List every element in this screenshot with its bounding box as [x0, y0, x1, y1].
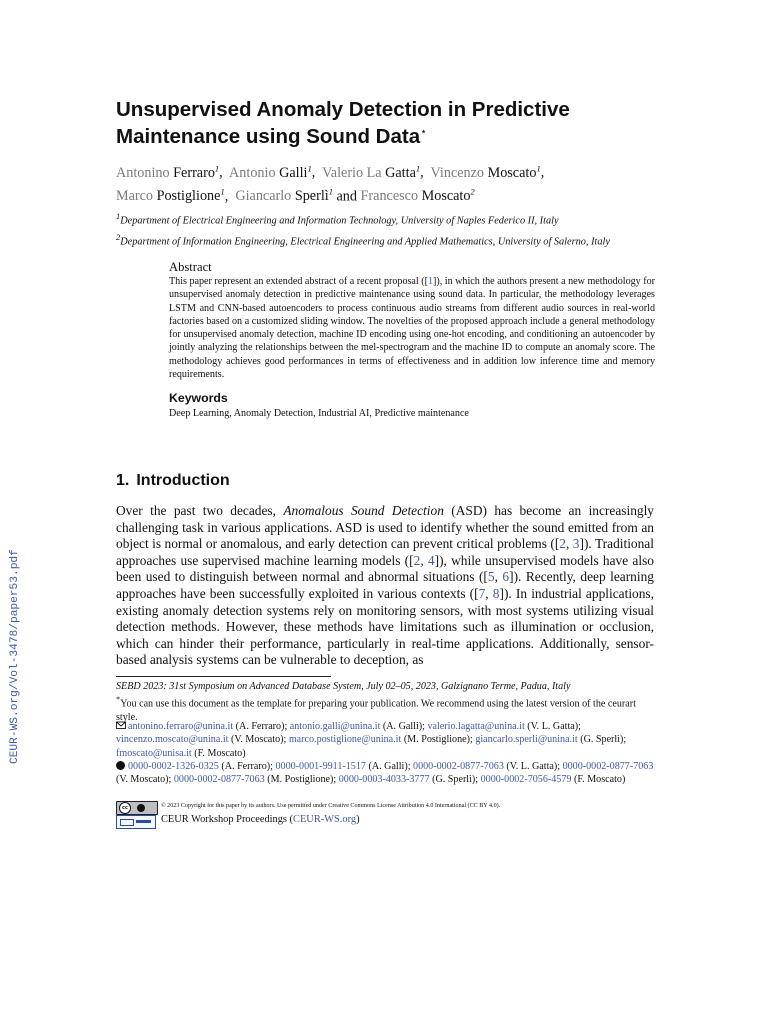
citation-link[interactable]: 8: [492, 585, 500, 601]
section-number: 1.: [116, 472, 130, 489]
ceur-proceedings: CEUR Workshop Proceedings (CEUR-WS.org): [161, 814, 360, 825]
citation-link[interactable]: 1: [427, 276, 433, 287]
affiliations: [116, 208, 676, 251]
author: Valerio La Gatta$^1$: [322, 163, 421, 181]
citation-link[interactable]: 6: [502, 569, 510, 585]
emphasis-term: Anomalous Sound Detection: [283, 503, 444, 518]
author: Antonino Ferraro$^1$: [116, 163, 220, 181]
orcid-link[interactable]: 0000-0001-9911-1517: [275, 761, 366, 772]
orcid-link[interactable]: 0000-0002-0877-7063: [562, 761, 654, 772]
title-footnote-mark: ⋆: [420, 126, 428, 139]
ceur-logo-icon: [116, 815, 156, 829]
orcid-link[interactable]: 0000-0002-0877-7063: [413, 761, 504, 772]
citation-link[interactable]: 3: [572, 536, 580, 552]
cc-badge-label: cc: [119, 802, 131, 814]
author: Antonio Galli$^1$: [229, 163, 312, 181]
author: Francesco Moscato$^2$: [360, 186, 475, 205]
email-link[interactable]: valerio.lagatta@unina.it: [427, 721, 525, 732]
author: Giancarlo Sperlì$^1$: [235, 186, 333, 205]
keywords-heading: Keywords: [169, 391, 228, 406]
email-link[interactable]: antonino.ferraro@unina.it: [128, 721, 234, 732]
abstract-heading: Abstract: [169, 260, 212, 274]
side-identifier[interactable]: CEUR-WS.org/Vol-3478/paper53.pdf: [9, 549, 21, 764]
cc-by-license-icon: [116, 801, 158, 815]
author: Marco Postiglione$^1$: [116, 186, 225, 205]
ceur-link[interactable]: CEUR-WS.org: [293, 814, 357, 825]
copyright-notice: © 2023 Copyright for this paper by its authors. Use permitted under Creative Commons License Attribution 4.0 International (CC BY 4.0).: [161, 803, 501, 809]
title-text: Unsupervised Anomaly Detection in Predictive Maintenance using Sound Data: [116, 98, 570, 148]
envelope-icon: [116, 720, 126, 730]
abstract-text: This paper represent an extended abstract of a recent proposal ([1]), in which the authors present a new methodology for unsupervised anomaly detection in predictive maintenance using sound data. In particular, the methodology leverages LSTM and CNN-based autoencoders to process continuous audio streams from different audio sources in real-world factories based on a customized sliding window. The novelties of the proposed approach include a general methodology for unsupervised anomaly detection, machine ID encoding using one-hot encoding, and conditioning an autoencoder by jointly analyzing the relationships between the mel-spectrogram and the machine ID to compute an anomaly score. The methodology achieves good performances in terms of effectiveness and in addition low inference time and memory requirements.: [169, 276, 656, 381]
citation-link[interactable]: 4: [427, 552, 435, 568]
citation-link[interactable]: 7: [478, 585, 486, 601]
venue-footnote: SEBD 2023: 31st Symposium on Advanced Database System, July 02–05, 2023, Galzignano Terme, Padua, Italy: [116, 681, 571, 692]
citation-link[interactable]: 5: [487, 569, 495, 585]
orcid-link[interactable]: 0000-0003-4033-3777: [338, 774, 430, 786]
section-heading: [116, 470, 230, 492]
paper-title: [116, 96, 656, 150]
author-list: Antonino Ferraro$^1$, Antonio Galli$^1$, Valerio La Gatta$^1$, Vincenzo Moscato$^1$, Marco Postiglione$^1$, Giancarlo Sperlì$^1$ and Francesco Moscato$^2$: [116, 163, 545, 205]
abstract-block: [169, 260, 655, 420]
introduction-paragraph: Over the past two decades, Anomalous Sound Detection (ASD) has become an increasingly challenging task in various applications. ASD is used to identify whether the sound emitted from an object is normal or anomalous, and early detection can prevent critical problems ([2, 3]). Traditional approaches use supervised machine learning models ([2, 4]), while unsupervised models have also been used to distinguish between normal and abnormal situations ([5, 6]). Recently, deep learning approaches have been successfully exploited in various contexts ([7, 8]). In industrial applications, existing anomaly detection systems rely on monitoring sensors, with most systems utilizing visual detection methods. However, these methods have limitations such as illumination or occlusion, which can hinder their performance, particularly in real-time applications. Additionally, sensor-based analysis systems can be vulnerable to deception, as: [116, 503, 655, 668]
email-link[interactable]: antonio.galli@unina.it: [289, 721, 381, 732]
orcid-link[interactable]: 0000-0002-0877-7063: [173, 774, 265, 786]
email-link[interactable]: giancarlo.sperli@unina.it: [475, 734, 578, 746]
orcid-icon: [116, 761, 125, 770]
by-person-icon: [137, 804, 145, 812]
section-title: Introduction: [136, 472, 230, 489]
orcid-link[interactable]: 0000-0002-7056-4579: [480, 774, 572, 786]
orcid-footnote: 0000-0002-1326-0325 (A. Ferraro); 0000-0001-9911-1517 (A. Galli); 0000-0002-0877-7063 (V. L. Gatta); 0000-0002-0877-7063 (V. Moscato); 0000-0002-0877-7063 (M. Postiglione); 0000-0003-4033-3777 (G. Sperlì); 0000-0002-7056-4579 (F. Moscato): [116, 761, 654, 786]
affiliation: $^1$Department of Electrical Engineering and Information Technology, University of Naples Federico II, Italy: [116, 211, 559, 227]
affiliation: $^2$Department of Information Engineering, Electrical Engineering and Applied Mathematics, University of Salerno, Italy: [116, 232, 610, 248]
footnote-rule: [116, 676, 331, 677]
email-link[interactable]: fmoscato@unisa.it: [116, 747, 192, 759]
keywords-text: Deep Learning, Anomaly Detection, Industrial AI, Predictive maintenance: [169, 408, 469, 420]
citation-link[interactable]: 2: [559, 536, 566, 552]
email-link[interactable]: marco.postiglione@unina.it: [288, 734, 402, 746]
template-footnote: *You can use this document as the template for preparing your publication. We recommend using the latest version of the ceurart style.: [116, 695, 636, 723]
orcid-link[interactable]: 0000-0002-1326-0325: [128, 761, 219, 772]
citation-link[interactable]: 2: [413, 552, 421, 568]
email-footnote: antonino.ferraro@unina.it (A. Ferraro); antonio.galli@unina.it (A. Galli); valerio.lagatta@unina.it (V. L. Gatta); vincenzo.moscato@unina.it (V. Moscato); marco.postiglione@unina.it (M. Postiglione); giancarlo.sperli@unina.it (G. Sperlì); fmoscato@unisa.it (F. Moscato): [116, 721, 627, 759]
author-joiner: and: [336, 188, 357, 205]
author: Vincenzo Moscato$^1$: [430, 163, 541, 181]
email-link[interactable]: vincenzo.moscato@unina.it: [116, 734, 229, 746]
